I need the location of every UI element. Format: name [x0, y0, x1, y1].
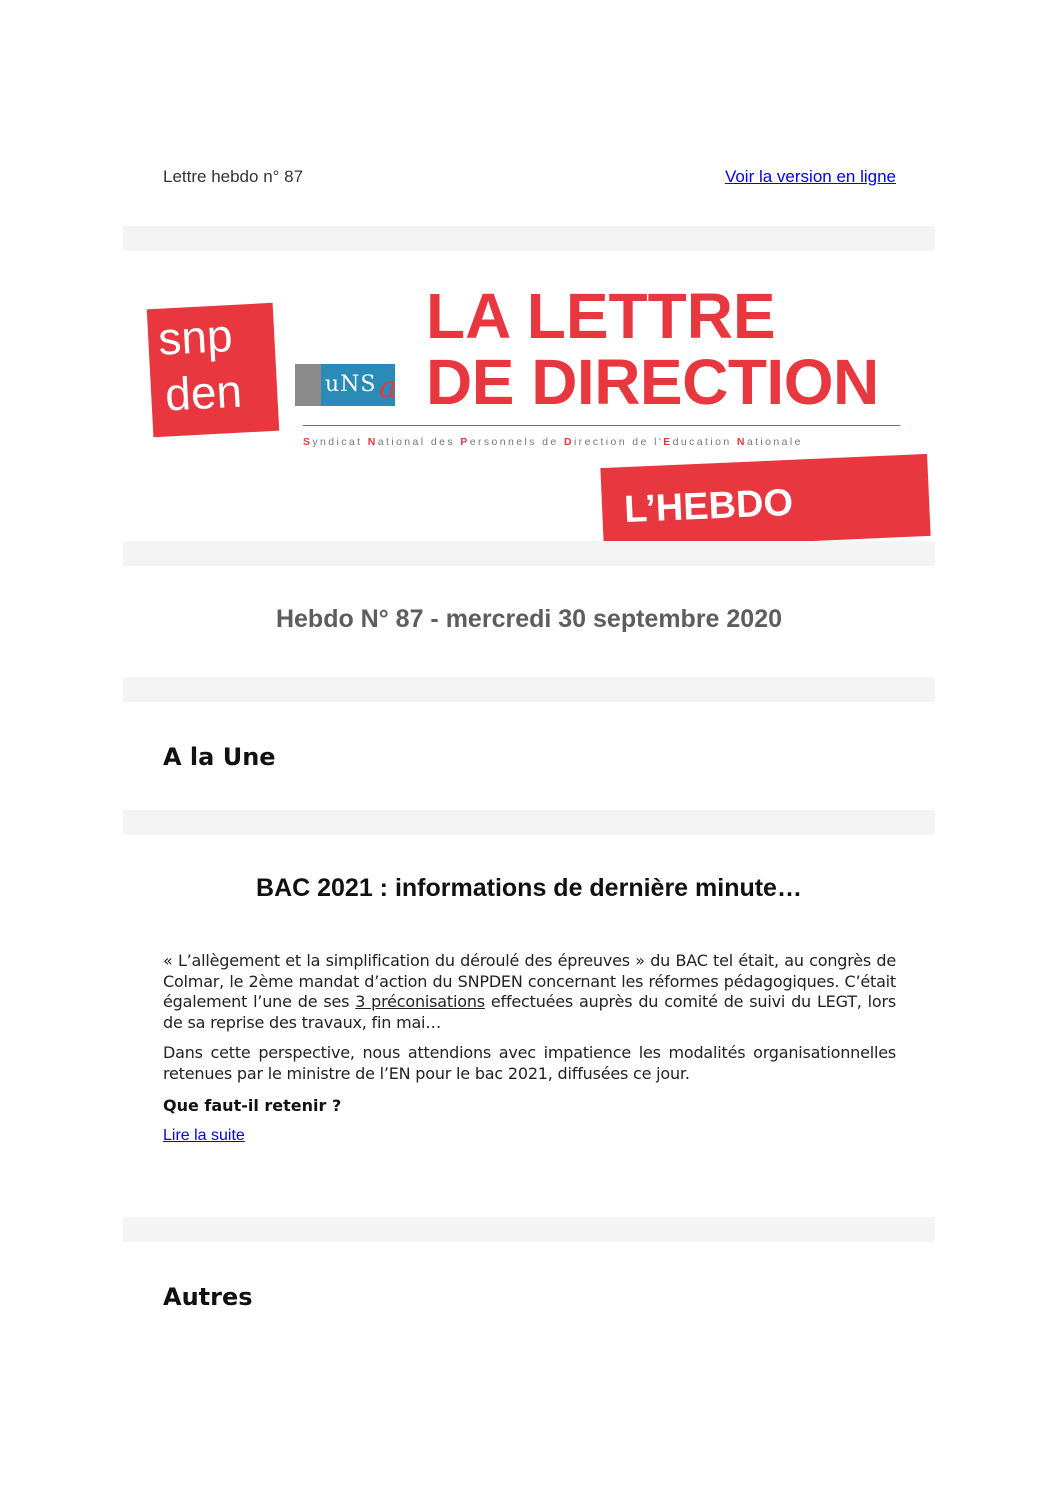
logo-line2: den [163, 364, 244, 421]
issue-title: Hebdo N° 87 - mercredi 30 septembre 2020 [275, 605, 783, 633]
issue-label: Lettre hebdo n° 87 [163, 167, 304, 186]
logo-line1: snp [156, 308, 234, 365]
hebdo-label: L’HEBDO [623, 481, 794, 532]
header-title-line2: DE DIRECTION [426, 346, 879, 418]
separator-band [123, 810, 935, 835]
article-question: Que faut-il retenir ? [163, 1096, 342, 1115]
snpden-logo [147, 303, 280, 437]
separator-band [123, 1217, 935, 1242]
article-paragraph-1: « L’allègement et la simplification du déroulé des épreuves » du BAC tel était, au congrès de Colmar, le 2ème mandat d’action du SNPDEN concernant les réformes pédagogiques. C’était également l’une de ses 3 préconisations effectuées auprès du comité de suivi du LEGT, lors de sa reprise des travaux, fin mai… [163, 951, 897, 1032]
online-version-link[interactable]: Voir la version en ligne [724, 167, 896, 186]
article-paragraph-2: Dans cette perspective, nous attendions avec impatience les modalités organisationnelles retenues par le ministre de l’EN pour le bac 2021, diffusées ce jour. [163, 1043, 896, 1083]
header-rule [303, 425, 900, 426]
read-more-link[interactable]: Lire la suite [163, 1127, 245, 1144]
unsa-logo: uNS a [295, 364, 399, 406]
section-title-une: A la Une [163, 743, 276, 771]
section-title-autres: Autres [163, 1283, 253, 1311]
header-subtitle: Syndicat National des Personnels de Direction de l'Education Nationale [303, 436, 803, 448]
newsletter-header [123, 251, 935, 541]
separator-band [123, 677, 935, 702]
hebdo-badge [600, 454, 930, 550]
article-title: BAC 2021 : informations de dernière minute… [256, 874, 802, 902]
header-title-line1: LA LETTRE [426, 280, 776, 352]
top-line [163, 167, 896, 189]
preconisations-link[interactable]: 3 préconisations [355, 992, 485, 1011]
separator-band [123, 541, 935, 566]
separator-band [123, 226, 935, 251]
